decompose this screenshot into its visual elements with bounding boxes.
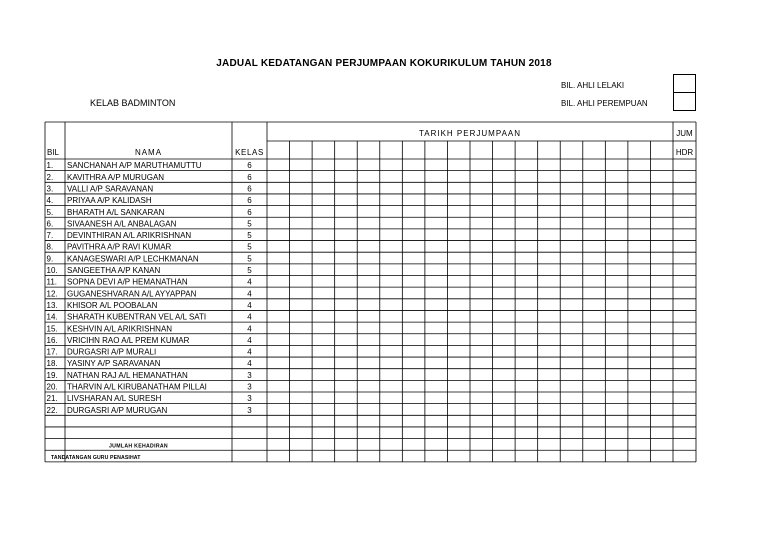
row-nama: LIVSHARAN A/L SURESH	[67, 394, 162, 404]
row-nama: KANAGESWARI A/P LECHKMANAN	[67, 254, 199, 264]
row-kelas: 4	[247, 289, 252, 299]
row-nama: VALLI A/P SARAVANAN	[67, 184, 154, 194]
row-nama: DURGASRI A/P MURALI	[67, 347, 157, 357]
row-bil: 10.	[46, 266, 58, 275]
row-nama: PAVITHRA A/P RAVI KUMAR	[67, 242, 172, 252]
row-kelas: 4	[247, 312, 252, 322]
row-bil: 17.	[46, 347, 58, 357]
row-bil: 12.	[46, 289, 58, 299]
row-nama: YASINY A/P SARAVANAN	[67, 359, 161, 369]
row-kelas: 4	[247, 347, 252, 357]
row-nama: KAVITHRA A/P MURUGAN	[67, 172, 165, 182]
row-bil: 4.	[46, 196, 54, 206]
row-bil: 6.	[46, 219, 54, 229]
row-kelas: 5	[247, 266, 252, 275]
page-title: JADUAL KEDATANGAN PERJUMPAAN KOKURIKULUM TAHUN 2018	[216, 58, 552, 69]
row-bil: 16.	[46, 335, 58, 345]
col-header-nama: NAMA	[134, 148, 163, 157]
female-count-label: BIL. AHLI PEREMPUAN	[561, 99, 648, 108]
row-bil: 11.	[46, 277, 58, 287]
row-kelas: 6	[247, 207, 252, 217]
row-kelas: 6	[247, 161, 252, 171]
row-bil: 9.	[46, 254, 54, 264]
row-kelas: 6	[247, 184, 252, 194]
row-bil: 7.	[46, 231, 54, 241]
col-header-jum: JUM	[676, 129, 693, 138]
row-bil: 2.	[46, 172, 54, 182]
row-bil: 22.	[46, 405, 58, 415]
footer-attendance-label: JUMLAH KEHADIRAN	[109, 443, 168, 450]
row-bil: 21.	[46, 394, 58, 404]
row-bil: 1.	[46, 161, 54, 171]
row-bil: 20.	[46, 382, 58, 392]
row-kelas: 4	[247, 324, 252, 334]
row-nama: SANGEETHA A/P KANAN	[67, 266, 161, 275]
club-name: KELAB BADMINTON	[90, 98, 176, 108]
row-kelas: 4	[247, 359, 252, 369]
row-kelas: 5	[247, 254, 252, 264]
row-bil: 19.	[46, 370, 58, 380]
col-header-bil: BIL	[47, 148, 60, 157]
row-nama: KHISOR A/L POOBALAN	[67, 300, 158, 310]
col-header-tarikh: TARIKH PERJUMPAAN	[418, 129, 522, 138]
row-bil: 8.	[46, 242, 54, 252]
row-bil: 3.	[46, 184, 54, 194]
row-nama: NATHAN RAJ A/L HEMANATHAN	[67, 370, 188, 380]
footer-signature-label: TANDATANGAN GURU PENASIHAT	[51, 454, 141, 461]
row-bil: 5.	[46, 207, 54, 217]
row-kelas: 3	[247, 370, 252, 380]
row-kelas: 3	[247, 394, 252, 404]
row-kelas: 3	[247, 382, 252, 392]
row-bil: 15.	[46, 324, 58, 334]
row-bil: 18.	[46, 359, 58, 369]
row-kelas: 4	[247, 300, 252, 310]
row-kelas: 5	[247, 242, 252, 252]
row-kelas: 6	[247, 196, 252, 206]
col-header-hdr: HDR	[675, 148, 694, 157]
row-nama: THARVIN A/L KIRUBANATHAM PILLAI	[67, 382, 207, 392]
row-nama: SANCHANAH A/P MARUTHAMUTTU	[67, 161, 202, 171]
row-nama: SIVAANESH A/L ANBALAGAN	[67, 219, 177, 229]
row-nama: BHARATH A/L SANKARAN	[67, 207, 165, 217]
row-kelas: 4	[247, 277, 252, 287]
row-nama: KESHVIN A/L ARIKRISHNAN	[67, 324, 173, 334]
row-kelas: 5	[247, 219, 252, 229]
male-count-label: BIL. AHLI LELAKI	[561, 81, 625, 90]
row-nama: DEVINTHIRAN A/L ARIKRISHNAN	[67, 231, 192, 241]
row-nama: SHARATH KUBENTRAN VEL A/L SATI	[67, 312, 207, 322]
row-nama: VRICIHN RAO A/L PREM KUMAR	[67, 335, 190, 345]
col-header-kelas: KELAS	[235, 148, 264, 157]
row-kelas: 3	[247, 405, 252, 415]
row-kelas: 5	[247, 231, 252, 241]
row-kelas: 4	[247, 335, 252, 345]
row-nama: PRIYAA A/P KALIDASH	[67, 196, 152, 206]
row-bil: 13.	[46, 300, 58, 310]
row-kelas: 6	[247, 172, 252, 182]
row-nama: GUGANESHVARAN A/L AYYAPPAN	[67, 289, 197, 299]
row-bil: 14.	[46, 312, 58, 322]
row-nama: DURGASRI A/P MURUGAN	[67, 405, 168, 415]
row-nama: SOPNA DEVI A/P HEMANATHAN	[67, 277, 188, 287]
